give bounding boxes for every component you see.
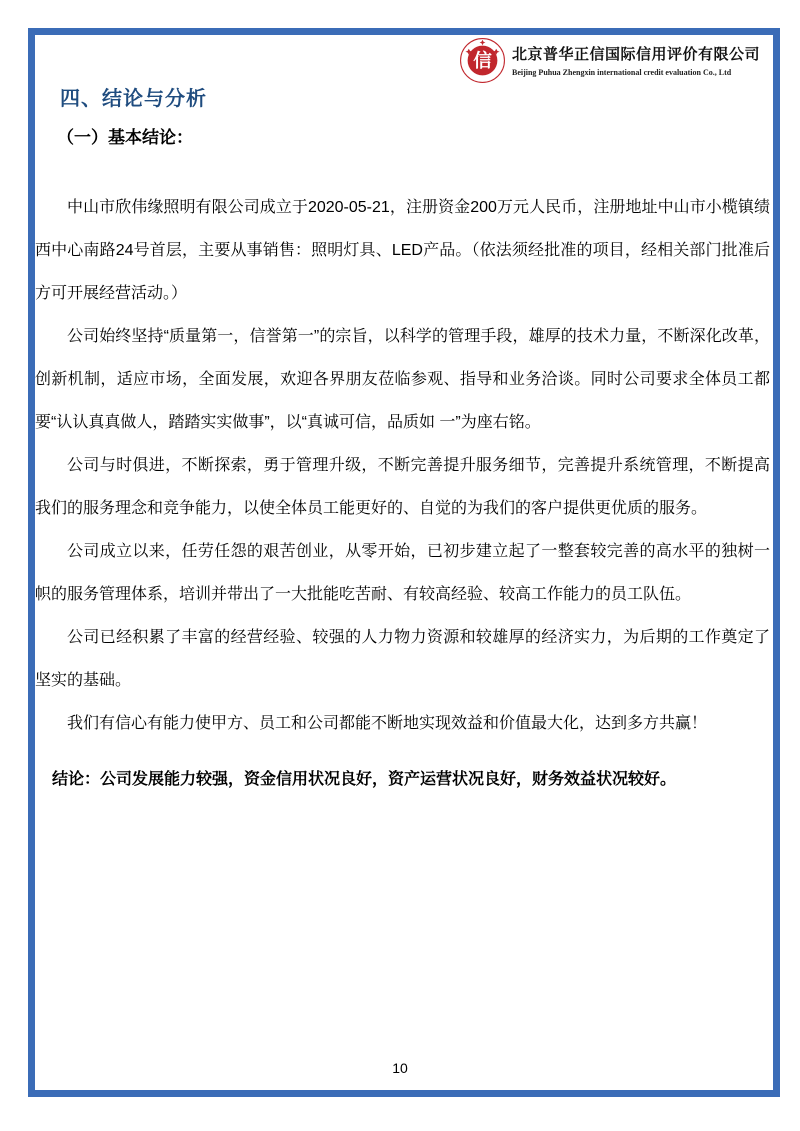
conclusion-text: 结论：公司发展能力较强，资金信用状况良好，资产运营状况良好，财务效益状况较好。 — [52, 771, 677, 788]
section-heading: 四、结论与分析 — [60, 88, 207, 110]
body-paragraph: 我们有信心有能力使甲方、员工和公司都能不断地实现效益和价值最大化，达到多方共赢！ — [67, 715, 708, 732]
page-number: 10 — [392, 1060, 408, 1076]
company-logo — [459, 37, 760, 84]
body-paragraph: 公司始终坚持“质量第一，信誉第一”的宗旨，以科学的管理手段，雄厚的技术力量，不断深化改革，创新机制，适应市场，全面发展，欢迎各界朋友莅临参观、指导和业务洽谈。同时公司要求全体员工都要“认认真真做人，踏踏实实做事”，以“真诚可信，品质如 一”为座右铭。 — [35, 328, 770, 431]
body-paragraph: 公司已经积累了丰富的经营经验、较强的人力物力资源和较雄厚的经济实力，为后期的工作奠定了坚实的基础。 — [35, 629, 770, 689]
seal-icon — [459, 37, 506, 84]
company-name-zh: 北京普华正信国际信用评价有限公司 — [511, 46, 760, 63]
body-text — [35, 186, 770, 745]
company-name-en: Beijing Puhua Zhengxin international credit evaluation Co., Ltd — [511, 67, 732, 77]
body-paragraph: 公司成立以来，任劳任怨的艰苦创业，从零开始，已初步建立起了一整套较完善的高水平的独树一帜的服务管理体系，培训并带出了一大批能吃苦耐、有较高经验、较高工作能力的员工队伍。 — [35, 543, 770, 603]
report-content — [35, 86, 770, 801]
body-paragraph: 中山市欣伟缘照明有限公司成立于2020-05-21，注册资金200万元人民币，注册地址中山市小榄镇绩西中心南路24号首层，主要从事销售：照明灯具、LED产品。（依法须经批准的项目，经相关部门批准后方可开展经营活动。） — [35, 199, 770, 302]
seal-character: 信 — [473, 50, 492, 72]
body-paragraph: 公司与时俱进，不断探索，勇于管理升级，不断完善提升服务细节，完善提升系统管理，不断提高我们的服务理念和竞争能力，以使全体员工能更好的、自觉的为我们的客户提供更优质的服务。 — [35, 457, 770, 517]
company-name-block — [512, 45, 760, 77]
subsection-heading: （一）基本结论： — [57, 128, 193, 147]
